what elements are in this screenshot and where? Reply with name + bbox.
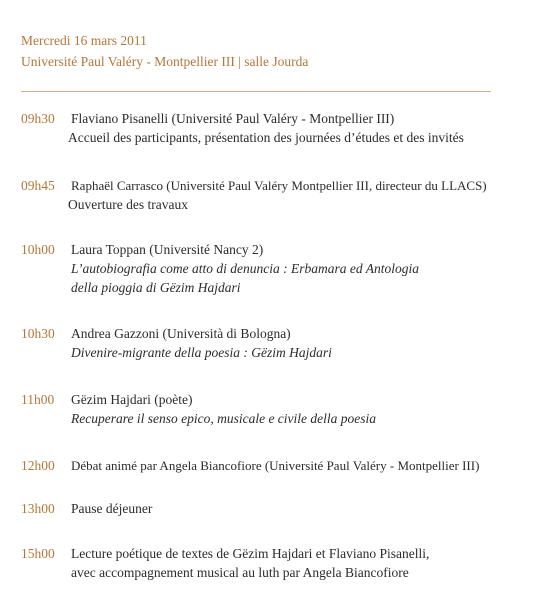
program-time: 09h30 [21, 111, 55, 126]
event-header [21, 30, 308, 72]
program-speaker: Laura Toppan (Université Nancy 2) [71, 242, 264, 257]
program-talk-title: L’autobiografia come atto di denuncia : Erbamara ed Antologia [71, 261, 419, 276]
program-speaker: Débat animé par Angela Biancofiore (Université Paul Valéry - Montpellier III) [71, 458, 480, 473]
program-speaker: Gëzim Hajdari (poète) [71, 392, 193, 407]
program-speaker: Lecture poétique de textes de Gëzim Hajdari et Flaviano Pisanelli, [71, 546, 430, 561]
program-time: 09h45 [21, 178, 55, 193]
program-talk-title-cont: della pioggia di Gëzim Hajdari [71, 280, 241, 295]
header-divider [21, 91, 491, 92]
program-speaker: Andrea Gazzoni (Università di Bologna) [71, 326, 291, 341]
program-description: avec accompagnement musical au luth par Angela Biancofiore [71, 565, 409, 580]
program-time: 13h00 [21, 501, 55, 516]
event-venue: Université Paul Valéry - Montpellier III | salle Jourda [21, 54, 309, 69]
program-description: Accueil des participants, présentation des journées d’études et des invités [68, 130, 464, 145]
program-time: 10h00 [21, 242, 55, 257]
program-speaker: Raphaël Carrasco (Université Paul Valéry Montpellier III, directeur du LLACS) [71, 178, 487, 193]
program-speaker: Pause déjeuner [71, 501, 153, 516]
program-talk-title: Recuperare il senso epico, musicale e civile della poesia [71, 411, 377, 426]
program-description: Ouverture des travaux [68, 197, 188, 212]
event-date: Mercredi 16 mars 2011 [21, 33, 147, 48]
program-time: 12h00 [21, 458, 55, 473]
program-time: 11h00 [21, 392, 55, 407]
program-time: 15h00 [21, 546, 55, 561]
program-talk-title: Divenire-migrante della poesia : Gëzim Hajdari [71, 345, 332, 360]
program-speaker: Flaviano Pisanelli (Université Paul Valéry - Montpellier III) [71, 111, 395, 126]
program-time: 10h30 [21, 326, 55, 341]
